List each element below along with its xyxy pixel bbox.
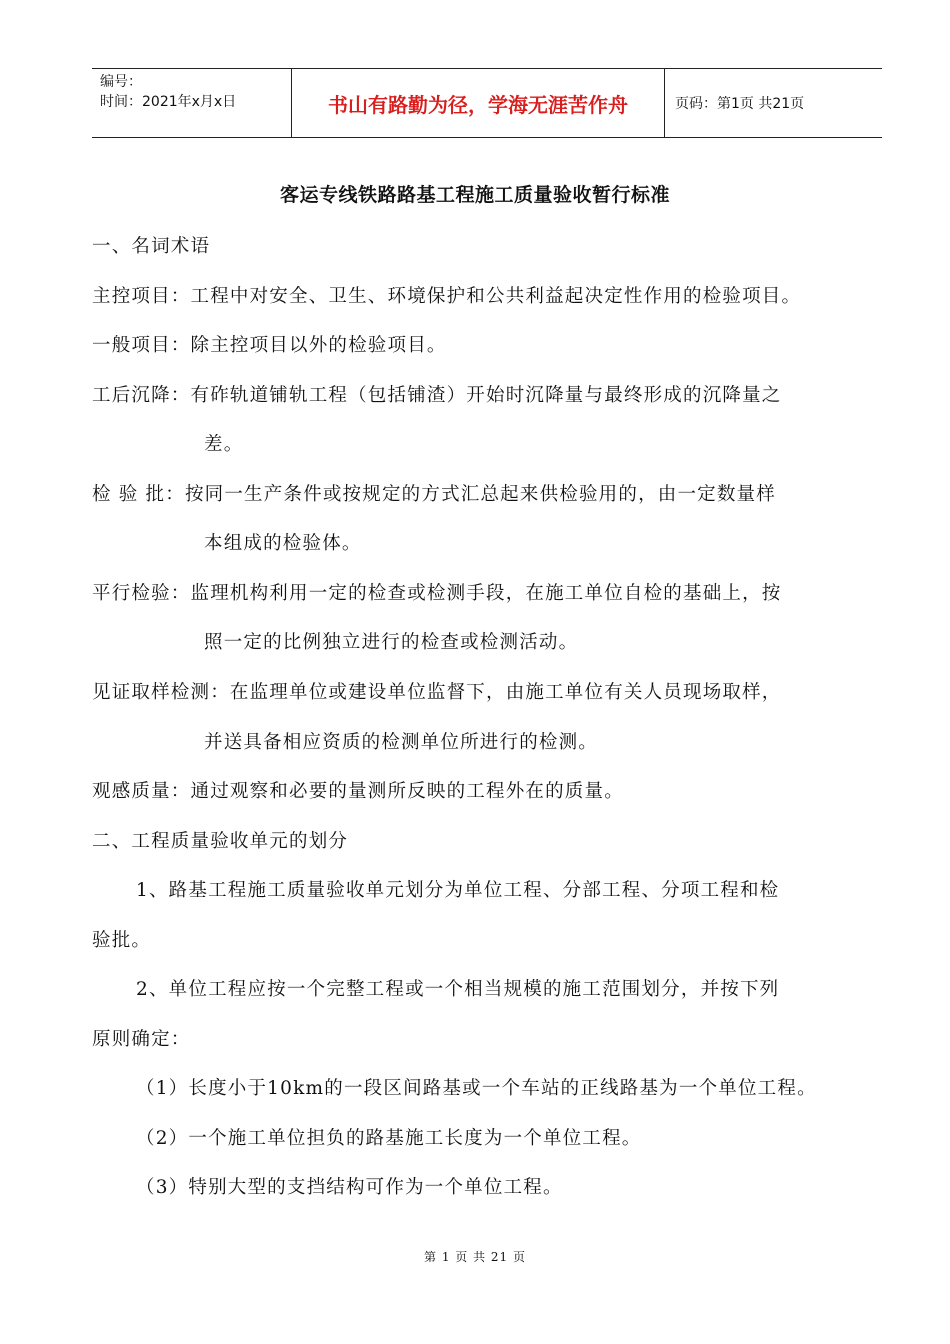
term-appearance-quality: 观感质量：通过观察和必要的量测所反映的工程外在的质量。: [92, 781, 624, 802]
header-meta: [92, 69, 292, 137]
serial-number-label: 编号：: [100, 74, 142, 90]
term-main-control: 主控项目：工程中对安全、卫生、环境保护和公共利益起决定性作用的检验项目。: [92, 286, 802, 307]
page-code: 页码：第1页 共21页: [675, 96, 805, 112]
section-heading-division: 二、工程质量验收单元的划分: [92, 831, 349, 852]
term-parallel-inspection: 平行检验：监理机构利用一定的检查或检测手段，在施工单位自检的基础上，按: [92, 583, 782, 604]
page-header: [92, 68, 882, 138]
paragraph-1-cont: 验批。: [92, 930, 152, 951]
term-post-settlement: 工后沉降：有砟轨道铺轨工程（包括铺渣）开始时沉降量与最终形成的沉降量之: [92, 385, 782, 406]
paragraph-2-cont: 原则确定：: [92, 1029, 191, 1050]
page-footer: 第 1 页 共 21 页: [424, 1250, 526, 1264]
term-inspection-lot-cont: 本组成的检验体。: [204, 533, 362, 554]
motto: 书山有路勤为径，学海无涯苦作舟: [292, 69, 665, 137]
paragraph-1: 1、路基工程施工质量验收单元划分为单位工程、分部工程、分项工程和检: [136, 880, 780, 901]
list-item-2: （2）一个施工单位担负的路基施工长度为一个单位工程。: [136, 1128, 642, 1149]
document-title: 客运专线铁路路基工程施工质量验收暂行标准: [279, 184, 670, 206]
term-witness-sampling: 见证取样检测：在监理单位或建设单位监督下，由施工单位有关人员现场取样，: [92, 682, 782, 703]
date-label: 时间：2021年x月x日: [100, 94, 237, 110]
section-heading-terms: 一、名词术语: [92, 236, 211, 257]
paragraph-2: 2、单位工程应按一个完整工程或一个相当规模的施工范围划分，并按下列: [136, 979, 780, 1000]
term-parallel-inspection-cont: 照一定的比例独立进行的检查或检测活动。: [204, 632, 579, 653]
term-general-item: 一般项目：除主控项目以外的检验项目。: [92, 335, 447, 356]
term-witness-sampling-cont: 并送具备相应资质的检测单位所进行的检测。: [204, 732, 599, 753]
list-item-3: （3）特别大型的支挡结构可作为一个单位工程。: [136, 1177, 563, 1198]
term-post-settlement-cont: 差。: [204, 434, 244, 455]
list-item-1: （1）长度小于10km的一段区间路基或一个车站的正线路基为一个单位工程。: [136, 1078, 817, 1099]
term-inspection-lot: 检 验 批：按同一生产条件或按规定的方式汇总起来供检验用的，由一定数量样: [92, 484, 776, 505]
